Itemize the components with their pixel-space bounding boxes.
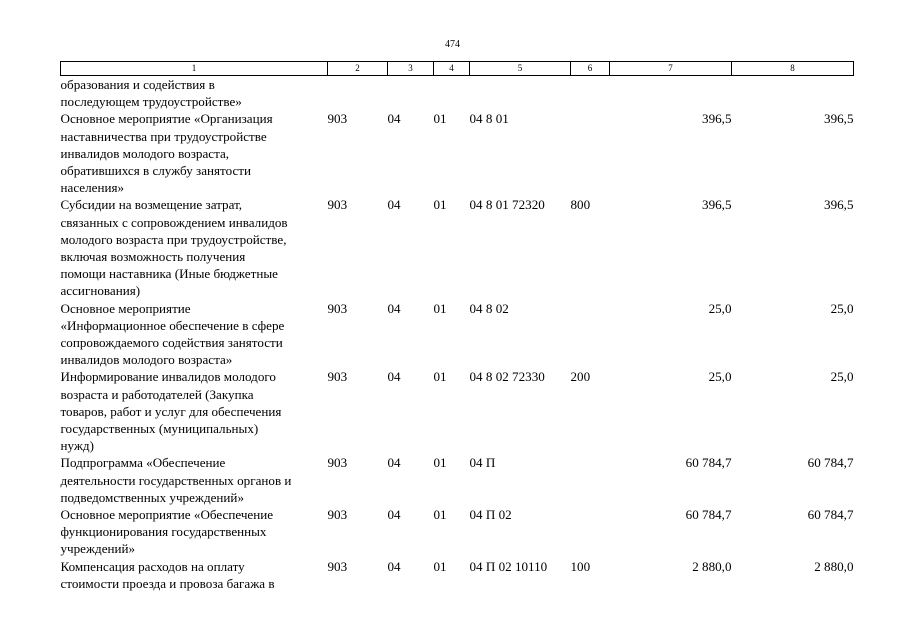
- header-col-1: 1: [61, 62, 328, 76]
- cell-gr: 903: [327, 507, 348, 523]
- table-row: [61, 196, 854, 299]
- budget-table-container: [60, 61, 853, 592]
- cell-name-line: инвалидов молодого возраста,: [60, 145, 230, 161]
- cell-name-line: нужд): [60, 438, 94, 454]
- cell-sum-1: 25,0: [708, 300, 732, 316]
- cell-name-line: подведомственных учреждений»: [60, 489, 244, 505]
- cell-name-line: Информирование инвалидов молодого: [60, 369, 276, 385]
- header-col-7: 7: [610, 62, 732, 76]
- cell-name-line: обратившихся в службу занятости: [60, 163, 252, 179]
- table-row: [61, 300, 854, 369]
- cell-name: [61, 558, 328, 592]
- cell-sum-1: 2 880,0: [692, 558, 732, 574]
- cell-sum-1: 396,5: [702, 197, 732, 213]
- cell-name: [61, 76, 328, 111]
- cell-vr: 800: [570, 197, 591, 213]
- cell-name-line: молодого возраста при трудоустройстве,: [60, 231, 287, 247]
- cell-pr: 01: [433, 111, 447, 127]
- cell-gr: 903: [327, 197, 348, 213]
- cell-sum-2: 25,0: [830, 300, 854, 316]
- header-col-4: 4: [434, 62, 470, 76]
- cell-csr: 04 8 02 72330: [469, 369, 545, 385]
- budget-table: [60, 61, 854, 592]
- cell-rz: 04: [387, 369, 401, 385]
- cell-vr: [571, 506, 610, 558]
- cell-sum-2: 25,0: [830, 369, 854, 385]
- cell-gr: 903: [327, 369, 348, 385]
- cell-rz: 04: [387, 455, 401, 471]
- cell-name-line: Компенсация расходов на оплату: [60, 558, 245, 574]
- cell-gr: [328, 76, 388, 111]
- table-row: [61, 110, 854, 196]
- cell-name-line: Подпрограмма «Обеспечение: [60, 455, 226, 471]
- cell-name: [61, 368, 328, 454]
- header-col-6: 6: [571, 62, 610, 76]
- cell-name-line: ассигнования): [60, 283, 141, 299]
- cell-gr: 903: [327, 558, 348, 574]
- table-row: [61, 454, 854, 506]
- cell-rz: 04: [387, 507, 401, 523]
- cell-name-line: возраста и работодателей (Закупка: [60, 386, 254, 402]
- cell-pr: 01: [433, 197, 447, 213]
- cell-pr: [434, 76, 470, 111]
- cell-name-line: Субсидии на возмещение затрат,: [60, 197, 243, 213]
- header-col-8: 8: [732, 62, 854, 76]
- cell-rz: 04: [387, 300, 401, 316]
- cell-gr: 903: [327, 455, 348, 471]
- cell-sum-1: 60 784,7: [685, 507, 732, 523]
- cell-sum-1: 25,0: [708, 369, 732, 385]
- cell-name-line: последующем трудоустройстве»: [60, 94, 242, 110]
- cell-vr: 200: [570, 369, 591, 385]
- cell-rz: 04: [387, 558, 401, 574]
- cell-name-line: товаров, работ и услуг для обеспечения: [60, 403, 282, 419]
- cell-sum-2: [732, 76, 854, 111]
- cell-csr: 04 П: [469, 455, 496, 471]
- cell-vr: 100: [570, 558, 591, 574]
- cell-name-line: «Информационное обеспечение в сфере: [60, 317, 285, 333]
- cell-vr: [571, 300, 610, 369]
- table-header: [61, 62, 854, 76]
- cell-name: [61, 300, 328, 369]
- cell-csr: 04 П 02: [469, 507, 512, 523]
- cell-name-line: Основное мероприятие: [60, 300, 191, 316]
- cell-name-line: наставничества при трудоустройстве: [60, 128, 267, 144]
- cell-gr: 903: [327, 300, 348, 316]
- cell-name-line: включая возможность получения: [60, 249, 246, 265]
- cell-name-line: сопровождаемого содействия занятости: [60, 335, 283, 351]
- cell-vr: [571, 76, 610, 111]
- header-col-3: 3: [388, 62, 434, 76]
- cell-rz: [388, 76, 434, 111]
- table-row: [61, 506, 854, 558]
- cell-gr: 903: [327, 111, 348, 127]
- cell-csr: [470, 76, 571, 111]
- header-col-2: 2: [328, 62, 388, 76]
- cell-name: [61, 454, 328, 506]
- cell-name-line: государственных (муниципальных): [60, 421, 259, 437]
- cell-pr: 01: [433, 558, 447, 574]
- cell-vr: [571, 110, 610, 196]
- cell-pr: 01: [433, 369, 447, 385]
- cell-name-line: инвалидов молодого возраста»: [60, 352, 233, 368]
- table-row: [61, 76, 854, 111]
- cell-sum-2: 396,5: [824, 197, 854, 213]
- cell-sum-1: 60 784,7: [685, 455, 732, 471]
- cell-name-line: Основное мероприятие «Обеспечение: [60, 507, 274, 523]
- cell-rz: 04: [387, 197, 401, 213]
- cell-rz: 04: [387, 111, 401, 127]
- cell-sum-2: 60 784,7: [807, 455, 854, 471]
- table-body: [61, 76, 854, 593]
- cell-name-line: деятельности государственных органов и: [60, 472, 292, 488]
- cell-csr: 04 8 01 72320: [469, 197, 545, 213]
- cell-pr: 01: [433, 507, 447, 523]
- table-row: [61, 368, 854, 454]
- cell-name-line: помощи наставника (Иные бюджетные: [60, 266, 278, 282]
- cell-sum-2: 2 880,0: [814, 558, 854, 574]
- cell-pr: 01: [433, 455, 447, 471]
- cell-csr: 04 8 02: [469, 300, 509, 316]
- cell-name-line: образования и содействия в: [60, 77, 215, 92]
- header-row: [61, 62, 854, 76]
- cell-name-line: связанных с сопровождением инвалидов: [60, 214, 288, 230]
- header-col-5: 5: [470, 62, 571, 76]
- cell-csr: 04 8 01: [469, 111, 509, 127]
- cell-name-line: Основное мероприятие «Организация: [60, 111, 273, 127]
- table-row: [61, 558, 854, 592]
- cell-name: [61, 196, 328, 299]
- page-number: 474: [445, 39, 460, 50]
- cell-name: [61, 506, 328, 558]
- cell-sum-1: 396,5: [702, 111, 732, 127]
- cell-csr: 04 П 02 10110: [469, 558, 548, 574]
- cell-sum-1: [610, 76, 732, 111]
- cell-sum-2: 60 784,7: [807, 507, 854, 523]
- cell-name-line: функционирования государственных: [60, 524, 267, 540]
- cell-name-line: учреждений»: [60, 541, 136, 557]
- cell-vr: [571, 454, 610, 506]
- cell-sum-2: 396,5: [824, 111, 854, 127]
- cell-name-line: населения»: [60, 180, 125, 196]
- cell-name: [61, 110, 328, 196]
- cell-name-line: стоимости проезда и провоза багажа в: [60, 575, 275, 591]
- cell-pr: 01: [433, 300, 447, 316]
